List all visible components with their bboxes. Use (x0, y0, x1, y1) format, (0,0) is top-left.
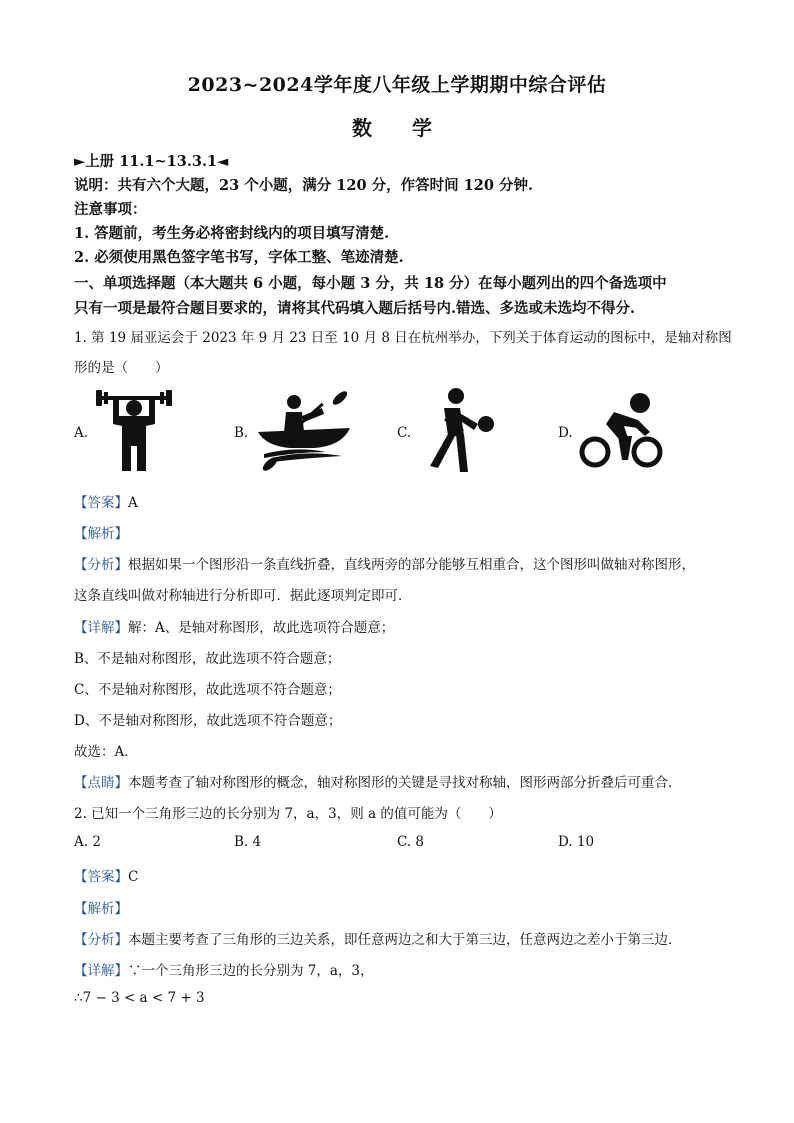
section1-instruction-line2: 只有一项是最符合题目要求的，请将其代码填入题后括号内.错选、多选或未选均不得分. (74, 300, 636, 317)
q1-stem-line1: 1. 第 19 届亚运会于 2023 年 9 月 23 日至 10 月 8 日在杭州举办，下列关于体育运动的图标中，是轴对称图 (74, 330, 732, 346)
q1-conclusion: 故选：A． (74, 744, 138, 760)
weightlifting-icon (94, 388, 174, 472)
q1-detail-b: B、不是轴对称图形，故此选项不符合题意； (74, 651, 341, 667)
q2-detail-tag: 【详解】 (74, 963, 128, 979)
q2-fenxi-tag: 【分析】 (74, 932, 128, 948)
volleyball-icon (418, 386, 500, 474)
q1-stem-line2: 形的是（ ） (74, 360, 169, 376)
q2-option-c: C. 8 (397, 834, 425, 850)
q1-analysis-tag: 【解析】 (74, 526, 128, 542)
q1-comment-text: 本题考查了轴对称图形的概念，轴对称图形的关键是寻找对称轴，图形两部分折叠后可重合． (128, 775, 682, 791)
note-2: 2. 必须使用黑色签字笔书写，字体工整、笔迹清楚. (74, 249, 404, 266)
scope-line: ►上册 11.1~13.3.1◄ (74, 153, 229, 170)
note-1: 1. 答题前，考生务必将密封线内的项目填写清楚. (74, 225, 390, 242)
q2-analysis-tag: 【解析】 (74, 901, 128, 917)
kayak-icon (256, 388, 352, 472)
q1-fenxi-tag: 【分析】 (74, 557, 128, 573)
q1-option-c-label: C. (397, 425, 412, 441)
q1-option-b-label: B. (234, 425, 249, 441)
cycling-icon (578, 390, 664, 470)
q2-option-a: A. 2 (74, 834, 101, 850)
q1-detail-c: C、不是轴对称图形，故此选项不符合题意； (74, 682, 341, 698)
q2-fenxi (74, 928, 734, 948)
q2-therefore: ∴7 − 3 < a < 7 + 3 (74, 990, 205, 1006)
section1-instruction-line1: 一、单项选择题（本大题共 6 小题，每小题 3 分，共 18 分）在每小题列出的四个备选项中 (74, 275, 667, 292)
q1-fenxi-line2: 这条直线叫做对称轴进行分析即可．据此逐项判定即可． (74, 588, 412, 604)
q1-fenxi-line1: 根据如果一个图形沿一条直线折叠，直线两旁的部分能够互相重合，这个图形叫做轴对称图形， (128, 557, 695, 573)
q2-detail-text: ∵一个三角形三边的长分别为 7，a，3， (128, 963, 374, 979)
q2-option-d: D. 10 (558, 834, 595, 850)
q1-option-d-label: D. (558, 425, 573, 441)
q1-detail-a: 解：A、是轴对称图形，故此选项符合题意； (128, 620, 395, 636)
q2-answer-tag: 【答案】 (74, 869, 128, 885)
q2-stem: 2. 已知一个三角形三边的长分别为 7，a，3，则 a 的值可能为（ ） (74, 806, 502, 822)
q2-option-b: B. 4 (234, 834, 262, 850)
notes-title: 注意事项： (74, 201, 147, 218)
q1-comment-tag: 【点睛】 (74, 775, 128, 791)
exam-title: 2023~2024学年度八年级上学期期中综合评估 (187, 74, 607, 96)
q1-detail-tag: 【详解】 (74, 620, 128, 636)
q2-answer (74, 865, 734, 885)
explain-line: 说明：共有六个大题，23 个小题，满分 120 分，作答时间 120 分钟. (74, 177, 533, 194)
q1-answer-tag: 【答案】 (74, 495, 128, 511)
q1-fenxi (74, 553, 734, 573)
q2-answer-value: C (128, 869, 139, 885)
q1-answer-value: A (128, 495, 138, 511)
q1-detail-d: D、不是轴对称图形，故此选项不符合题意； (74, 713, 342, 729)
subject-title: 数 学 (352, 116, 442, 140)
q2-detail (74, 959, 734, 979)
q1-detail (74, 616, 734, 636)
q1-answer (74, 491, 734, 511)
q1-option-a-label: A. (74, 425, 89, 441)
q2-fenxi-text: 本题主要考查了三角形的三边关系，即任意两边之和大于第三边，任意两边之差小于第三边． (128, 932, 682, 948)
q1-comment (74, 771, 734, 791)
